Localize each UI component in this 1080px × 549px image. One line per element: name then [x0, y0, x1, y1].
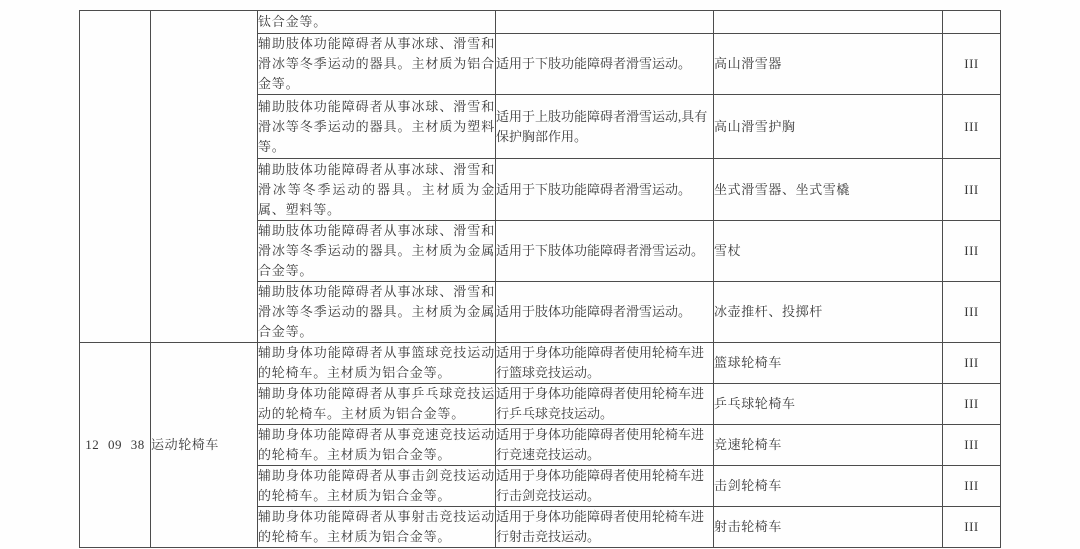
class-cell: III	[943, 507, 1001, 548]
category-cell	[151, 11, 258, 343]
usage-cell: 适用于下肢功能障碍者滑雪运动。	[496, 159, 714, 221]
usage-cell: 适用于下肢功能障碍者滑雪运动。	[496, 34, 714, 95]
description-cell: 辅助肢体功能障碍者从事冰球、滑雪和滑冰等冬季运动的器具。主材质为金属合金等。	[258, 282, 496, 343]
product-cell: 篮球轮椅车	[714, 343, 943, 384]
category-cell: 运动轮椅车	[151, 343, 258, 548]
description-cell: 辅助肢体功能障碍者从事冰球、滑雪和滑冰等冬季运动的器具。主材质为铝合金等。	[258, 34, 496, 95]
product-cell: 乒乓球轮椅车	[714, 384, 943, 425]
usage-cell: 适用于肢体功能障碍者滑雪运动。	[496, 282, 714, 343]
usage-cell: 适用于身体功能障碍者使用轮椅车进行篮球竞技运动。	[496, 343, 714, 384]
usage-cell: 适用于身体功能障碍者使用轮椅车进行击剑竞技运动。	[496, 466, 714, 507]
class-cell: III	[943, 159, 1001, 221]
product-cell: 高山滑雪护胸	[714, 95, 943, 159]
class-cell: III	[943, 425, 1001, 466]
description-cell: 辅助肢体功能障碍者从事冰球、滑雪和滑冰等冬季运动的器具。主材质为塑料等。	[258, 95, 496, 159]
table-row	[80, 11, 1001, 34]
usage-cell	[496, 11, 714, 34]
product-cell: 竞速轮椅车	[714, 425, 943, 466]
class-cell: III	[943, 343, 1001, 384]
product-cell: 射击轮椅车	[714, 507, 943, 548]
usage-cell: 适用于身体功能障碍者使用轮椅车进行乒乓球竞技运动。	[496, 384, 714, 425]
table-row	[80, 343, 1001, 384]
product-cell: 高山滑雪器	[714, 34, 943, 95]
class-cell: III	[943, 466, 1001, 507]
product-cell: 击剑轮椅车	[714, 466, 943, 507]
description-cell: 辅助身体功能障碍者从事射击竞技运动的轮椅车。主材质为铝合金等。	[258, 507, 496, 548]
class-cell	[943, 11, 1001, 34]
class-cell: III	[943, 95, 1001, 159]
code-cell: 12 09 38	[80, 343, 151, 548]
product-cell: 雪杖	[714, 221, 943, 282]
usage-cell: 适用于下肢体功能障碍者滑雪运动。	[496, 221, 714, 282]
class-cell: III	[943, 282, 1001, 343]
description-cell: 辅助身体功能障碍者从事竞速竞技运动的轮椅车。主材质为铝合金等。	[258, 425, 496, 466]
description-cell: 辅助肢体功能障碍者从事冰球、滑雪和滑冰等冬季运动的器具。主材质为金属合金等。	[258, 221, 496, 282]
description-cell: 辅助身体功能障碍者从事乒乓球竞技运动的轮椅车。主材质为铝合金等。	[258, 384, 496, 425]
product-cell: 坐式滑雪器、坐式雪橇	[714, 159, 943, 221]
product-cell	[714, 11, 943, 34]
description-cell: 辅助身体功能障碍者从事篮球竞技运动的轮椅车。主材质为铝合金等。	[258, 343, 496, 384]
usage-cell: 适用于上肢功能障碍者滑雪运动,具有保护胸部作用。	[496, 95, 714, 159]
product-cell: 冰壶推杆、投掷杆	[714, 282, 943, 343]
classification-table	[79, 10, 1001, 548]
description-cell: 辅助身体功能障碍者从事击剑竞技运动的轮椅车。主材质为铝合金等。	[258, 466, 496, 507]
usage-cell: 适用于身体功能障碍者使用轮椅车进行竞速竞技运动。	[496, 425, 714, 466]
class-cell: III	[943, 34, 1001, 95]
class-cell: III	[943, 221, 1001, 282]
class-cell: III	[943, 384, 1001, 425]
description-cell: 辅助肢体功能障碍者从事冰球、滑雪和滑冰等冬季运动的器具。主材质为金属、塑料等。	[258, 159, 496, 221]
usage-cell: 适用于身体功能障碍者使用轮椅车进行射击竞技运动。	[496, 507, 714, 548]
description-cell: 钛合金等。	[258, 11, 496, 34]
code-cell	[80, 11, 151, 343]
